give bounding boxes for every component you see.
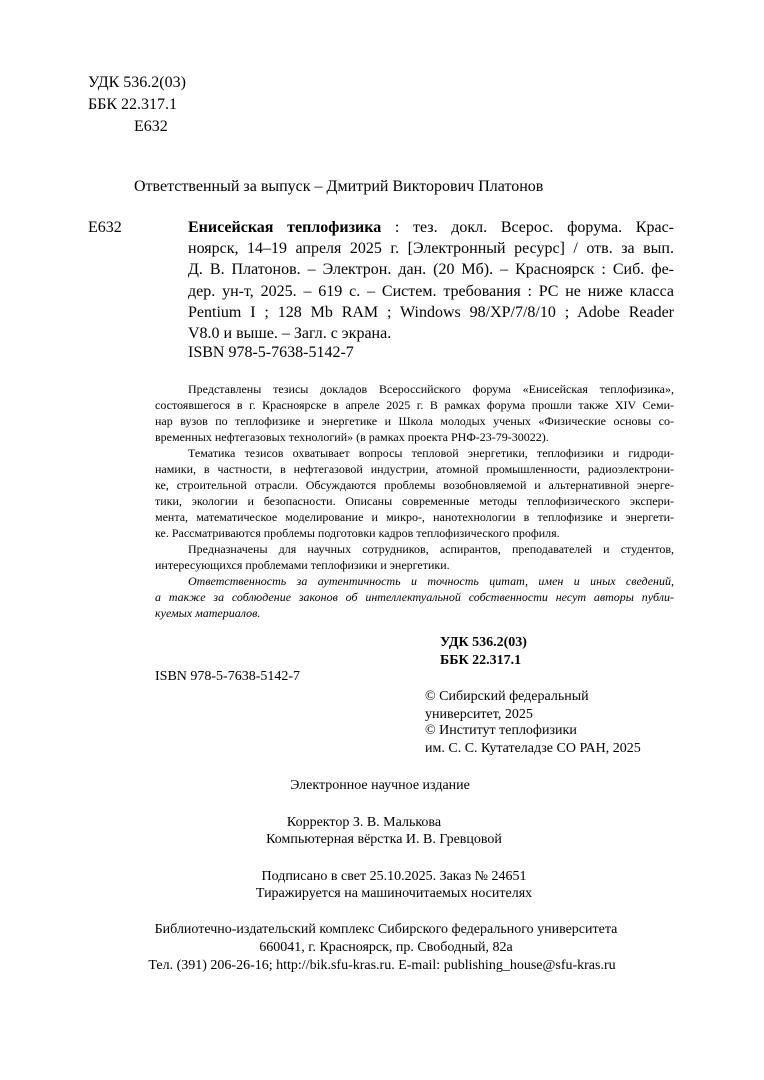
distribution-note: Тиражируется на машиночитаемых носителях xyxy=(255,886,533,901)
publication-date: Подписано в свет 25.10.2025. Заказ № 24651 xyxy=(261,869,527,884)
author-mark: Е632 xyxy=(134,118,168,135)
entry-line: ноярск, 14–19 апреля 2025 г. [Электронный ресурс] / отв. за вып. xyxy=(188,240,674,258)
copyright-line: © Сибирский федеральный xyxy=(425,689,589,704)
abstract-paragraph: Предназначены для научных сотрудников, аспирантов, преподавателей и студентов, интересующихся проблемами теплофизики и энергетики. xyxy=(155,542,674,572)
entry-title: Енисейская теплофизика xyxy=(188,219,382,236)
bbk-code: ББК 22.317.1 xyxy=(88,96,178,113)
responsible-editor: Ответственный за выпуск – Дмитрий Викторович Платонов xyxy=(134,178,544,195)
entry-line: Pentium I ; 128 Mb RAM ; Windows 98/XP/7/8/10 ; Adobe Reader xyxy=(188,303,674,321)
corrector: Корректор З. В. Малькова xyxy=(286,815,442,830)
entry-line: Енисейская теплофизика : тез. докл. Всерос. форума. Крас- xyxy=(188,219,674,236)
bibliographic-entry xyxy=(188,217,674,344)
entry-line: Д. В. Платонов. – Электрон. дан. (20 Мб). – Красноярск : Сиб. фе- xyxy=(188,261,674,279)
copyright-line: им. С. С. Кутателадзе СО РАН, 2025 xyxy=(425,741,641,756)
bbk-classification: ББК 22.317.1 xyxy=(440,653,522,668)
responsibility-note: Ответственность за аутентичность и точность цитат, имен и иных сведений, а также за соблюдение законов об интеллектуальной собственности несут авторы публи- куемых материалов. xyxy=(155,574,674,620)
copyright-line: © Институт теплофизики xyxy=(425,723,577,738)
udk-code: УДК 536.2(03) xyxy=(88,74,186,91)
udk-classification: УДК 536.2(03) xyxy=(440,635,527,650)
isbn: ISBN 978-5-7638-5142-7 xyxy=(155,669,301,684)
entry-isbn: ISBN 978-5-7638-5142-7 xyxy=(188,344,354,361)
copyright-line: университет, 2025 xyxy=(425,707,533,722)
layout-credit: Компьютерная вёрстка И. В. Гревцовой xyxy=(266,832,502,847)
abstract-paragraph: Представлены тезисы докладов Всероссийского форума «Енисейская теплофизика», состоявшегося в г. Красноярске в апреле 2025 г. В рамках форума прошли также XIV Семи- нар вузов по теплофизике и энергетике и Школа молодых ученых «Физические основы со- временных нефтегазовых технологий» (в рамках проекта РНФ-23-79-30022). xyxy=(155,382,674,444)
entry-author-mark: Е632 xyxy=(88,219,122,236)
entry-line: дер. ун-т, 2025. – 619 с. – Систем. требования : PC не ниже класса xyxy=(188,282,674,300)
abstract-paragraph: Тематика тезисов охватывает вопросы тепловой энергетики, теплофизики и гидроди- намики, в частности, в нефтегазовой индустрии, атомной промышленности, радиоэлектрони- ке, строительной отрасли. Обсуждаются проблемы возобновляемой и альтернативной энерге- тики, экологии и безопасности. Описаны современные методы теплофизического экспери- мента, математическое моделирование и микро-, нанотехнологии в теплофизике и энергети- ке. Рассматриваются проблемы подготовки кадров теплофизического профиля. xyxy=(155,446,674,540)
publisher-address: 660041, г. Красноярск, пр. Свободный, 82а xyxy=(259,940,513,955)
entry-line: V8.0 и выше. – Загл. с экрана. xyxy=(188,324,392,342)
edition-type: Электронное научное издание xyxy=(290,778,470,793)
publisher-contacts: Тел. (391) 206-26-16; http://bik.sfu-kras.ru. E-mail: publishing_house@sfu-kras.ru xyxy=(148,958,616,973)
publisher-name: Библиотечно-издательский комплекс Сибирского федерального университета xyxy=(154,922,618,937)
